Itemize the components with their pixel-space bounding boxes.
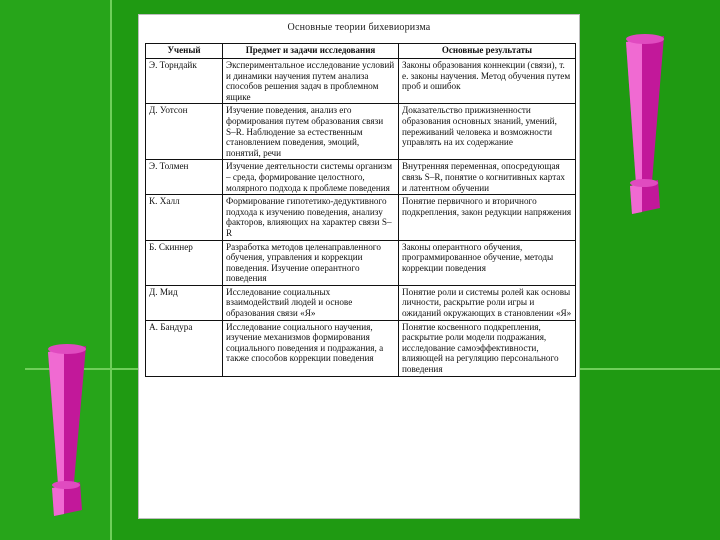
cell-results: Понятие первичного и вторичного подкрепления, закон редукции напряжения: [399, 195, 576, 240]
exclamation-dot-top: [52, 481, 80, 489]
cell-scientist: Б. Скиннер: [146, 240, 223, 285]
cell-results: Понятие роли и системы ролей как основы личности, раскрытие роли игры и ожиданий окружающих в становлении «Я»: [399, 285, 576, 320]
cell-results: Понятие косвенного подкрепления, раскрытие роли модели подражания, исследование самоэффективности, влияющей на регуляцию персонального поведения: [399, 320, 576, 376]
table-row: [146, 59, 576, 104]
cell-subject: Разработка методов целенаправленного обучения, управления и коррекции поведения. Изучение оперантного поведения: [223, 240, 399, 285]
cell-subject: Исследование социального научения, изучение механизмов формирования социального поведения и подражания, а также способов коррекции поведения: [223, 320, 399, 376]
cell-subject: Экспериментальное исследование условий и динамики научения путем анализа способов решения задач в проблемном ящике: [223, 59, 399, 104]
cell-scientist: Д. Мид: [146, 285, 223, 320]
cell-results: Законы оперантного обучения, программированное обучение, методы коррекции поведения: [399, 240, 576, 285]
cell-results: Доказательство прижизненности образования основных знаний, умений, переживаний человека и возможности управлять на их содержание: [399, 104, 576, 160]
cell-scientist: Э. Толмен: [146, 160, 223, 195]
theories-table: [145, 43, 576, 377]
exclamation-dot-highlight: [52, 486, 64, 516]
cell-results: Законы образования коннекции (связи), т. е. законы научения. Метод обучения путем проб и ошибок: [399, 59, 576, 104]
exclamation-bar-highlight: [626, 39, 642, 184]
exclamation-bar-top: [626, 34, 664, 44]
cell-scientist: Э. Торндайк: [146, 59, 223, 104]
cell-results: Внутренняя переменная, опосредующая связь S–R, понятие о когнитивных картах и латентном обучении: [399, 160, 576, 195]
header-subject: Предмет и задачи исследования: [223, 44, 399, 59]
exclamation-icon: [34, 340, 104, 530]
table-row: [146, 104, 576, 160]
cell-subject: Формирование гипотетико-дедуктивного подхода к изучению поведения, анализу факторов, влияющих на характер связи S–R: [223, 195, 399, 240]
background-line-top: [110, 0, 112, 540]
table-row: [146, 240, 576, 285]
cell-scientist: К. Халл: [146, 195, 223, 240]
slide-content: [139, 15, 579, 518]
exclamation-dot-top: [630, 179, 658, 187]
table-row: [146, 160, 576, 195]
cell-scientist: Д. Уотсон: [146, 104, 223, 160]
cell-subject: Изучение поведения, анализ его формирования путем образования связи S–R. Наблюдение за естественным становлением поведения, эмоций, понятий, речи: [223, 104, 399, 160]
table-row: [146, 320, 576, 376]
header-scientist: Ученый: [146, 44, 223, 59]
table-header-row: [146, 44, 576, 59]
slide-title: Основные теории бихевиоризма: [287, 22, 431, 33]
table-row: [146, 285, 576, 320]
header-results: Основные результаты: [399, 44, 576, 59]
cell-scientist: А. Бандура: [146, 320, 223, 376]
cell-subject: Изучение деятельности системы организм – среда, формирование целостного, молярного подхода к проблеме поведения: [223, 160, 399, 195]
table-row: [146, 195, 576, 240]
exclamation-icon: [612, 30, 682, 220]
exclamation-bar-highlight: [48, 349, 64, 484]
exclamation-dot-highlight: [630, 184, 642, 214]
cell-subject: Исследование социальных взаимодействий людей и основе образования связи «Я»: [223, 285, 399, 320]
exclamation-bar-top: [48, 344, 86, 354]
